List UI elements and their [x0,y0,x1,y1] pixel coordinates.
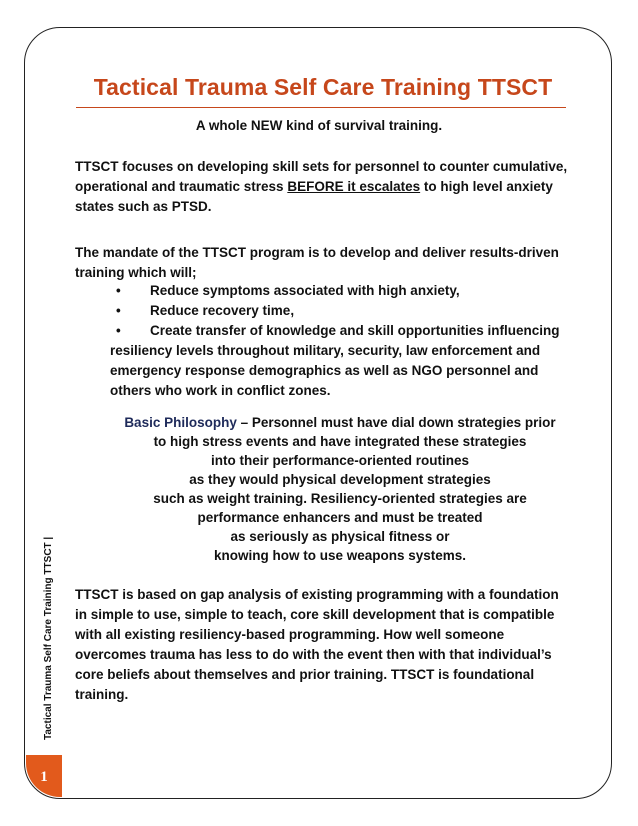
philosophy-line: such as weight training. Resiliency-oriented strategies are [153,491,527,506]
title-underline [76,107,566,108]
philosophy-line: as seriously as physical fitness or [230,529,450,544]
intro-emphasis: BEFORE it escalates [287,179,421,194]
list-item-text: Reduce symptoms associated with high anxiety, [150,283,460,298]
philosophy-line: as they would physical development strategies [189,472,491,487]
philosophy-line: performance enhancers and must be treated [197,510,483,525]
philosophy-line: knowing how to use weapons systems. [213,548,467,563]
intro-tail: to high level anxiety states such as PTSD. [75,179,553,214]
list-item-text: Create transfer of knowledge and skill opportunities influencing [150,323,560,338]
list-continuation-line: resiliency levels throughout military, security, law enforcement and [110,343,541,358]
philosophy-heading: Basic Philosophy [124,415,237,430]
document-subtitle: A whole NEW kind of survival training. [195,118,443,133]
page-number: 1 [26,755,62,797]
closing-paragraph: TTSCT is based on gap analysis of existing programming with a foundation in simple to use, simple to teach, core skill development that is compatible with all existing resiliency-based programming. How well someone overcomes trauma has less to do with the event then with that individual’s core beliefs about themselves and prior training. TTSCT is foundational training. [75,587,559,702]
list-item [110,301,560,321]
document-title: Tactical Trauma Self Care Training TTSCT [93,74,553,100]
side-running-header: Tactical Trauma Self Care Training TTSCT | [43,536,54,740]
philosophy-line: to high stress events and have integrated these strategies [153,434,527,449]
intro-lead: TTSCT focuses on developing skill sets for personnel to counter cumulative, operational and traumatic stress [75,159,568,194]
philosophy-block [100,413,580,565]
mandate-paragraph: The mandate of the TTSCT program is to develop and deliver results-driven training which will; [75,245,559,280]
list-item [110,321,560,341]
list-item [110,281,560,301]
bullet-icon: • [116,303,121,318]
bullet-icon: • [116,323,121,338]
list-continuation-line: others who work in conflict zones. [110,383,331,398]
list-item-text: Reduce recovery time, [150,303,295,318]
list-continuation-line: emergency response demographics as well as NGO personnel and [110,363,539,378]
bullet-icon: • [116,283,121,298]
philosophy-line [100,413,580,432]
philosophy-line-text: – Personnel must have dial down strategies prior [236,415,556,430]
philosophy-line: into their performance-oriented routines [210,453,470,468]
mandate-list [110,281,560,401]
intro-paragraph [75,157,570,217]
